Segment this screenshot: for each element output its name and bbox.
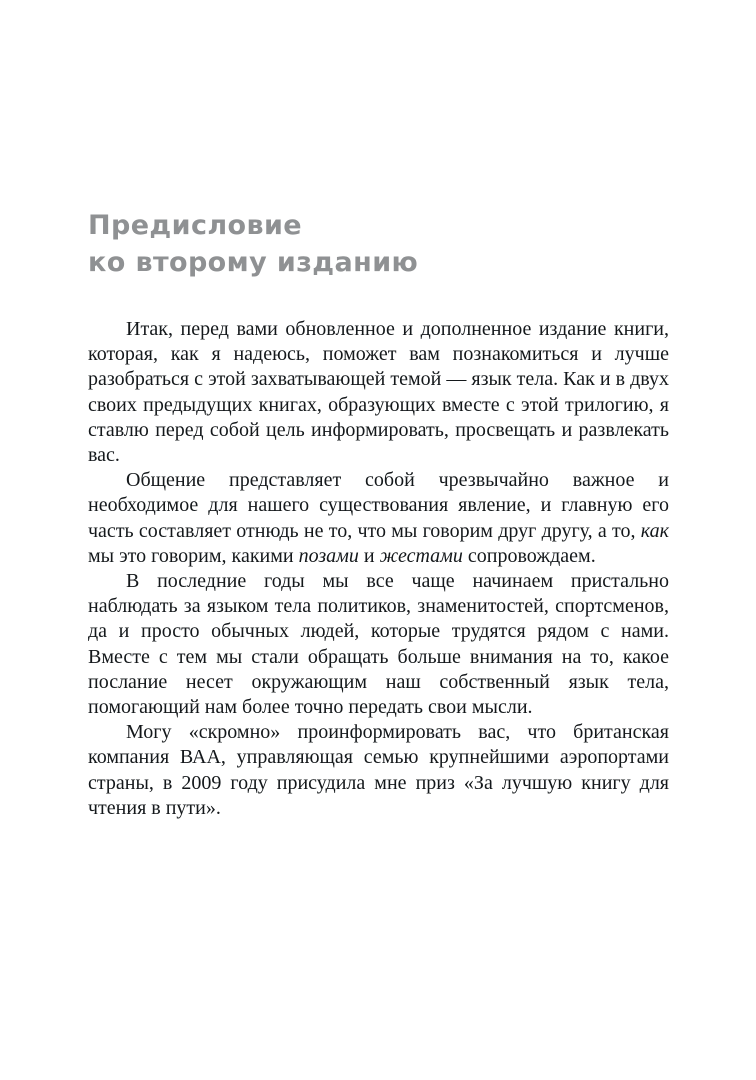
paragraph-2-italic-pozami: позами bbox=[298, 544, 359, 567]
preface-heading bbox=[88, 207, 688, 281]
paragraph-4: Могу «скромно» проинформировать вас, что британская компания ВАА, управляющая семью крупнейшими аэропортами страны, в 2009 году присудила мне приз «За лучшую книгу для чтения в пути». bbox=[88, 721, 669, 819]
page-body bbox=[88, 317, 669, 821]
preface-heading-line1: Предисловие bbox=[88, 210, 303, 241]
paragraph-2-run-7: сопровождаем. bbox=[462, 544, 596, 567]
paragraph-2-italic-zhestami: жестами bbox=[379, 544, 463, 567]
paragraph-2-run-1: Общение представляет собой чрезвычайно важное и необходимое для нашего существования явление, и главную его часть составляет отнюдь не то, что мы говорим друг другу, а то, bbox=[88, 469, 669, 542]
paragraph-2-run-5: и bbox=[358, 544, 380, 567]
paragraph-1: Итак, перед вами обновленное и дополненное издание книги, которая, как я надеюсь, поможет вам познакомиться и лучше разобраться с этой захватывающей темой — язык тела. Как и в двух своих предыдущих книгах, образующих вместе с этой трилогию, я ставлю перед собой цель информировать, просвещать и развлекать вас. bbox=[88, 318, 669, 467]
paragraph-2 bbox=[88, 468, 669, 569]
preface-heading-line2: ко второму изданию bbox=[88, 247, 419, 278]
paragraph-2-run-3: мы это говорим, какими bbox=[88, 544, 299, 567]
paragraph-2-italic-kak: как bbox=[640, 519, 669, 542]
paragraph-3: В последние годы мы все чаще начинаем пристально наблюдать за языком тела политиков, знаменитостей, спортсменов, да и просто обычных людей, которые трудятся рядом с нами. Вместе с тем мы стали обращать больше внимания на то, какое послание несет окружающим наш собственный язык тела, помогающий нам более точно передать свои мысли. bbox=[88, 570, 669, 719]
